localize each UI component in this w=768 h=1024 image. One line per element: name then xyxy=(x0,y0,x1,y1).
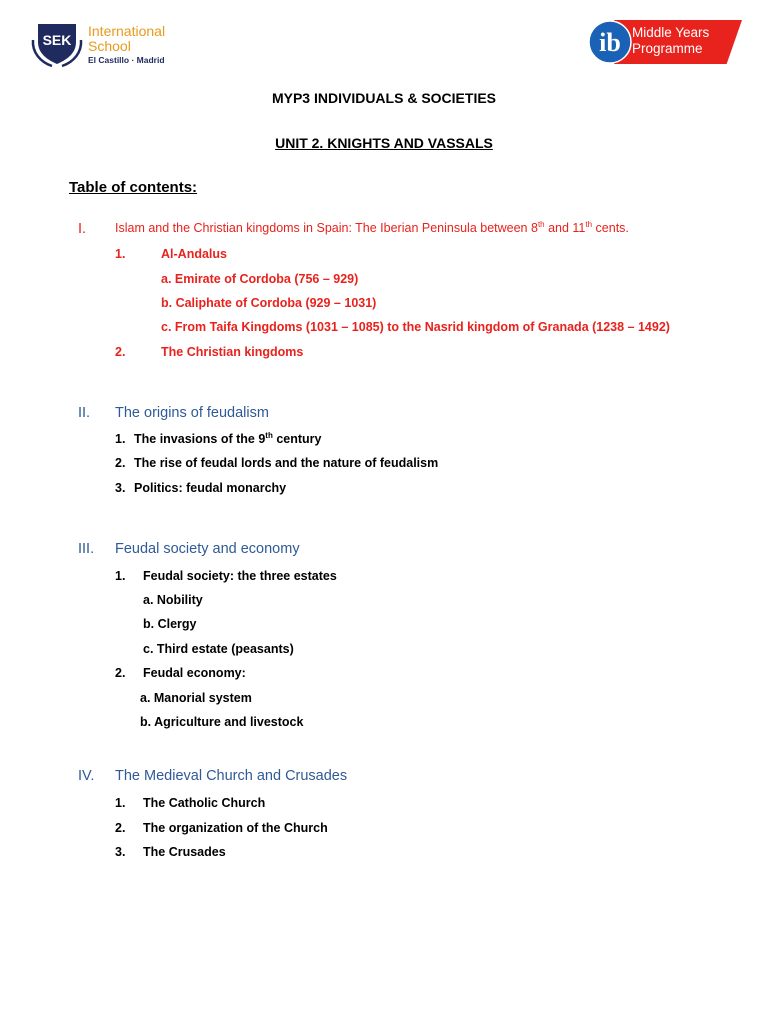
section-numeral-3: III. xyxy=(78,541,95,557)
toc-heading: Table of contents: xyxy=(69,179,198,196)
toc-subitem: b. Clergy xyxy=(143,617,197,631)
programme-line2: Programme xyxy=(632,41,703,56)
ib-circle-icon xyxy=(588,20,632,64)
toc-item: The Catholic Church xyxy=(143,796,266,810)
item-number: 1. xyxy=(115,796,126,810)
toc-subitem: a. Nobility xyxy=(143,593,203,607)
item-number: 3. xyxy=(115,845,126,859)
item-number: 3. xyxy=(115,481,126,495)
item-number: 2. xyxy=(115,345,126,359)
toc-item: Feudal economy: xyxy=(143,666,246,680)
course-title: MYP3 INDIVIDUALS & SOCIETIES xyxy=(271,90,497,106)
school-location: El Castillo · Madrid xyxy=(88,55,165,65)
toc-item: Al-Andalus xyxy=(161,247,227,261)
toc-item: The invasions of the 9th century xyxy=(134,430,322,446)
toc-item: Politics: feudal monarchy xyxy=(134,481,287,495)
school-name-line2: School xyxy=(88,38,131,54)
toc-subitem: b. Agriculture and livestock xyxy=(140,715,304,729)
item-number: 1. xyxy=(115,432,126,446)
item-number: 1. xyxy=(115,569,126,583)
section-title-2: The origins of feudalism xyxy=(115,405,269,421)
toc-subitem: b. Caliphate of Cordoba (929 – 1031) xyxy=(161,296,377,310)
item-number: 2. xyxy=(115,666,126,680)
section-numeral-4: IV. xyxy=(78,768,95,784)
svg-text:SEK: SEK xyxy=(42,32,72,48)
section-numeral-1: I. xyxy=(78,221,87,237)
section-title-1: Islam and the Christian kingdoms in Spain: The Iberian Peninsula between 8th and 11th cents. xyxy=(115,219,629,235)
toc-item: The rise of feudal lords and the nature of feudalism xyxy=(134,456,439,470)
toc-item: The organization of the Church xyxy=(143,821,328,835)
toc-subitem: a. Manorial system xyxy=(140,691,252,705)
section-title-4: The Medieval Church and Crusades xyxy=(115,768,348,784)
item-number: 1. xyxy=(115,247,126,261)
school-name-line1: International xyxy=(88,23,166,39)
programme-line1: Middle Years xyxy=(632,25,710,40)
section-title-3: Feudal society and economy xyxy=(115,541,300,557)
toc-item: The Crusades xyxy=(143,845,226,859)
toc-item: Feudal society: the three estates xyxy=(143,569,337,583)
toc-subitem: a. Emirate of Cordoba (756 – 929) xyxy=(161,272,359,286)
toc-item: The Christian kingdoms xyxy=(161,345,304,359)
svg-text:ib: ib xyxy=(599,28,621,57)
item-number: 2. xyxy=(115,456,126,470)
item-number: 2. xyxy=(115,821,126,835)
sek-shield-icon xyxy=(30,20,84,68)
toc-subitem: c. Third estate (peasants) xyxy=(143,642,294,656)
ib-myp-logo xyxy=(588,20,742,66)
section-numeral-2: II. xyxy=(78,405,91,421)
toc-subitem: c. From Taifa Kingdoms (1031 – 1085) to the Nasrid kingdom of Granada (1238 – 1492) xyxy=(161,320,670,334)
sek-school-logo xyxy=(30,20,180,70)
unit-title: UNIT 2. KNIGHTS AND VASSALS xyxy=(275,135,493,151)
